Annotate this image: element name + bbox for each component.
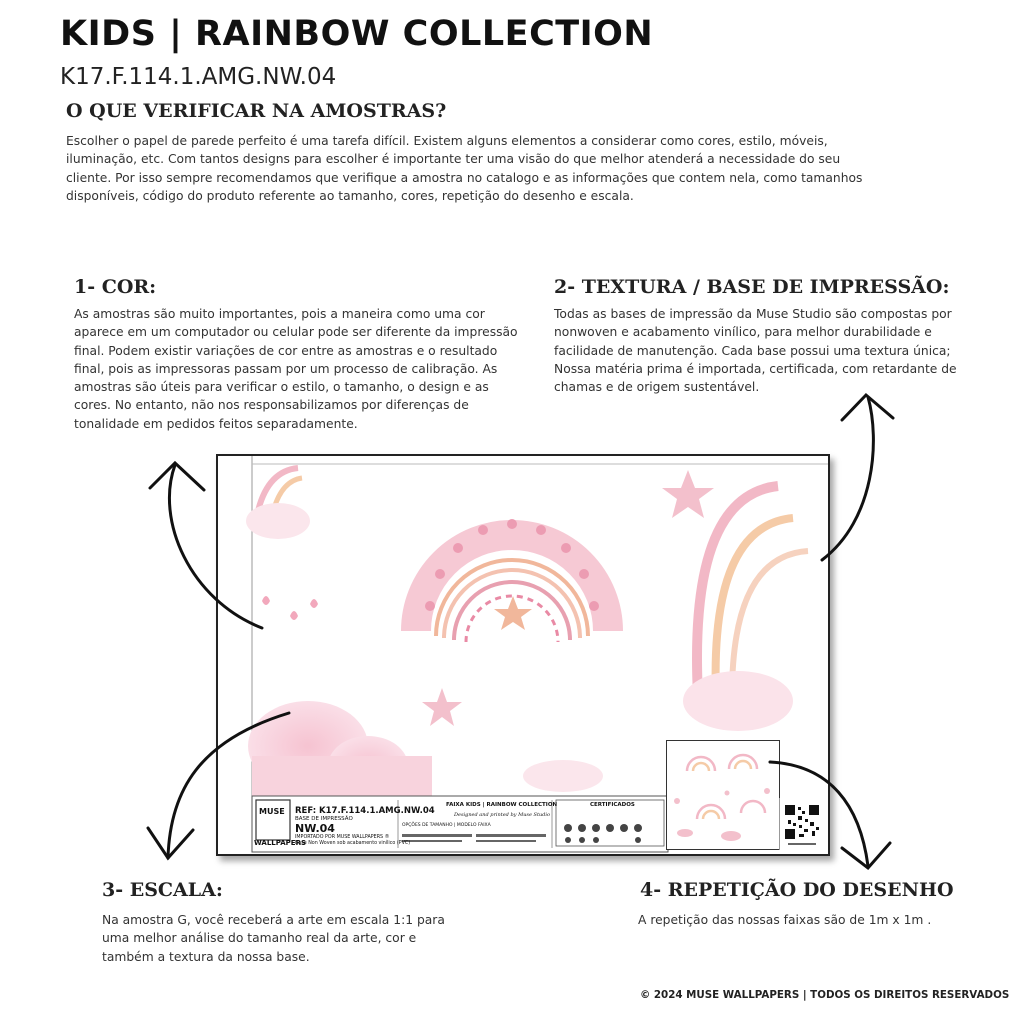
sample-base-label: BASE DE IMPRESSÃO [295,816,353,822]
section-repeticao-heading: 4- REPETIÇÃO DO DESENHO [640,879,954,901]
section-textura-text: Todas as bases de impressão da Muse Studio são compostas por nonwoven e acabamento vinílico, para melhor durabilidade e facilidade de manutenção. Cada base possui uma textura única; Nossa matéria prima é importada, certificada, com retardante de chamas e de origem sustentável. [554,307,957,395]
section-cor-text: As amostras são muito importantes, pois a maneira como uma cor aparece em um computador ou celular pode ser diferente da impressão final. Podem existir variações de cor entre as amostras e o resultado final, pois as impressoras passam por um processo de calibração. As amostras são úteis para verificar o estilo, o tamanho, o design e as cores. No entanto, não nos responsabilizamos por diferenças de tonalidade em pedidos feitos separadamente. [74,307,518,431]
section-escala-text: Na amostra G, você receberá a arte em escala 1:1 para uma melhor análise do tamanho real da arte, cor e também a textura da nossa base. [102,913,445,964]
sample-collection: FAIXA KIDS | RAINBOW COLLECTION [446,802,558,808]
footer-copyright: © 2024 MUSE WALLPAPERS | TODOS OS DIREITOS RESERVADOS [640,989,1010,1001]
intro-heading: O QUE VERIFICAR NA AMOSTRAS? [66,100,447,122]
arrow-repeticao-icon [770,762,868,866]
sample-certified: CERTIFICADOS [590,802,635,808]
section-escala-heading: 3- ESCALA: [102,879,223,901]
sample-signature: Designed and printed by Muse Studio [454,812,550,818]
page-title: KIDS | RAINBOW COLLECTION [60,14,654,54]
arrow-cor-head-icon [150,463,204,490]
sample-ref: REF: K17.F.114.1.AMG.NW.04 [295,806,435,816]
sample-base-code: NW.04 [295,822,335,835]
brand-muse: MUSE [259,807,285,816]
brand-wallpapers: WALLPAPERS [254,839,306,847]
sample-options: OPÇÕES DE TAMANHO | MODELO FAIXA [402,823,491,828]
section-textura-heading: 2- TEXTURA / BASE DE IMPRESSÃO: [554,276,950,298]
section-repeticao-text: A repetição das nossas faixas são de 1m x 1m . [638,913,932,927]
arrow-cor-icon [169,465,262,628]
arrow-textura-icon [822,397,873,560]
intro-text: Escolher o papel de parede perfeito é uma tarefa difícil. Existem alguns elementos a considerar como cores, estilo, móveis, iluminação, etc. Com tantos designs para escolher é importante ter uma visão do que melhor atenderá a necessidade do seu cliente. Por isso sempre recomendamos que verifique a amostra no catalogo e as informações que contem nela, como tamanhos disponíveis, código do produto referente ao tamanho, cores, repetição do desenho e escala. [66,134,863,203]
product-code: K17.F.114.1.AMG.NW.04 [60,64,337,90]
sample-imported: IMPORTADO POR MUSE WALLPAPERS ® [295,835,390,840]
section-cor-heading: 1- COR: [74,276,157,298]
sample-base-desc: Base Non Woven sob acabamento vinílico (PVC) [295,841,411,846]
